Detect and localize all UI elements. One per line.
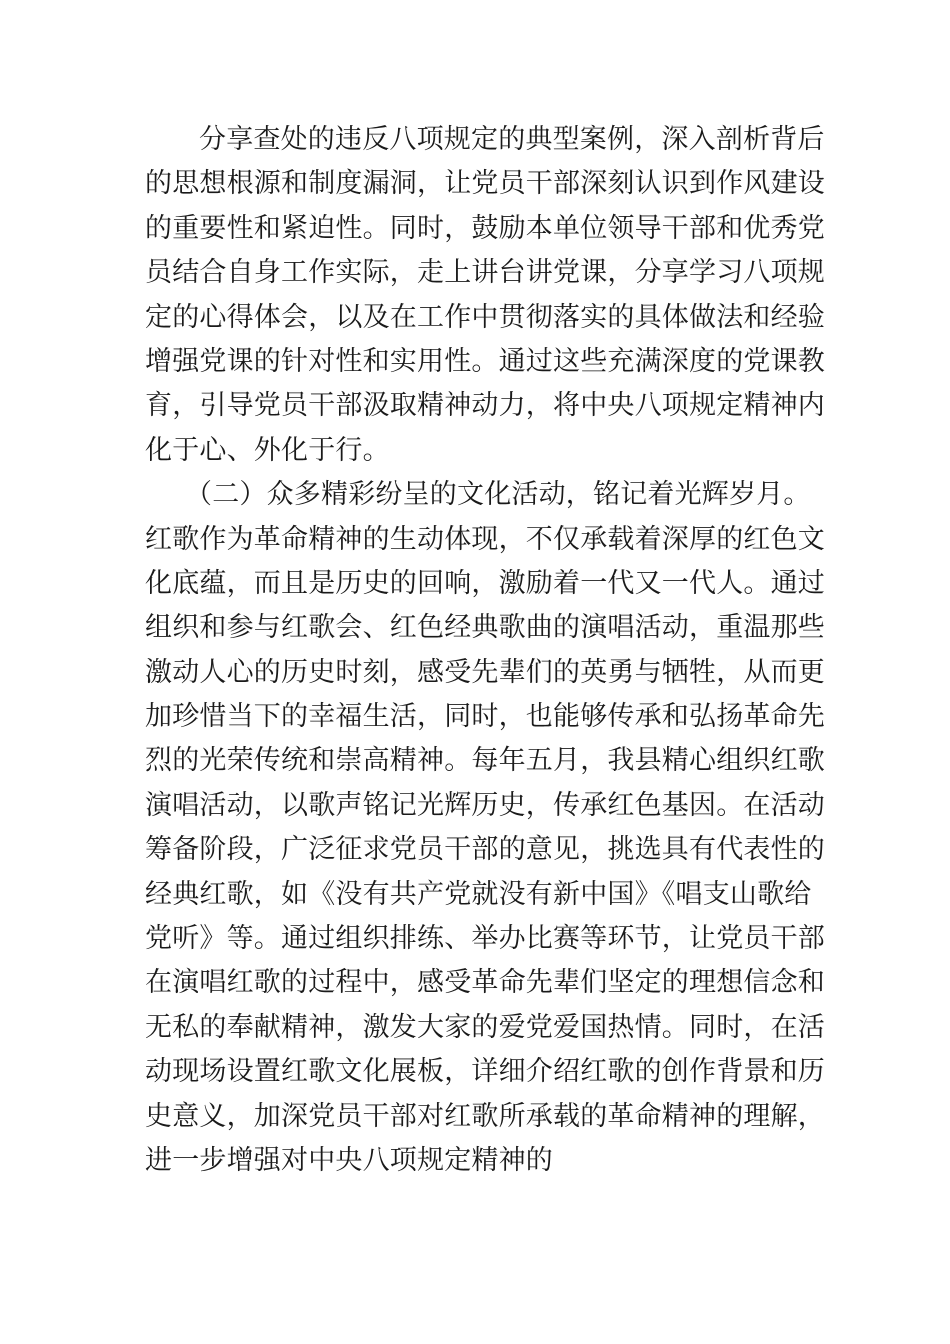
section-heading-line: （二）众多精彩纷呈的文化活动，铭记着光辉岁月。 (185, 479, 811, 511)
text-line: 育，引导党员干部汲取精神动力，将中央八项规定精神内 (145, 390, 825, 422)
text-line: 的思想根源和制度漏洞，让党员干部深刻认识到作风建设 (145, 168, 825, 200)
text-line: 组织和参与红歌会、红色经典歌曲的演唱活动，重温那些 (145, 612, 825, 644)
text-line: 分享查处的违反八项规定的典型案例，深入剖析背后 (199, 124, 825, 155)
text-line: 经典红歌，如《没有共产党就没有新中国》《唱支山歌给 (145, 878, 812, 910)
text-line: 化底蕴，而且是历史的回响，激励着一代又一代人。通过 (145, 567, 825, 599)
text-line: 激动人心的历史时刻，感受先辈们的英勇与牺牲，从而更 (145, 656, 825, 688)
text-line: 进一步增强对中央八项规定精神的 (145, 1144, 553, 1176)
text-line: 定的心得体会，以及在工作中贯彻落实的具体做法和经验 (145, 301, 825, 333)
text-line: 动现场设置红歌文化展板，详细介绍红歌的创作背景和历 (145, 1056, 825, 1088)
text-line: 化于心、外化于行。 (145, 434, 390, 466)
text-line: 无私的奉献精神，激发大家的爱党爱国热情。同时，在活 (145, 1011, 825, 1043)
text-line: 员结合自身工作实际，走上讲台讲党课，分享学习八项规 (145, 257, 825, 289)
text-line: 加珍惜当下的幸福生活，同时，也能够传承和弘扬革命先 (145, 701, 825, 733)
text-line: 烈的光荣传统和崇高精神。每年五月，我县精心组织红歌 (145, 745, 825, 777)
body-text (145, 118, 825, 1183)
text-line: 党听》等。通过组织排练、举办比赛等环节，让党员干部 (145, 923, 825, 955)
text-line: 增强党课的针对性和实用性。通过这些充满深度的党课教 (145, 345, 825, 377)
text-line: 在演唱红歌的过程中，感受革命先辈们坚定的理想信念和 (145, 967, 825, 999)
text-line: 筹备阶段，广泛征求党员干部的意见，挑选具有代表性的 (145, 834, 825, 866)
text-line: 红歌作为革命精神的生动体现，不仅承载着深厚的红色文 (145, 523, 825, 555)
text-line: 史意义，加深党员干部对红歌所承载的革命精神的理解， (145, 1100, 825, 1132)
text-line: 演唱活动，以歌声铭记光辉历史，传承红色基因。在活动 (145, 789, 825, 821)
text-line: 的重要性和紧迫性。同时，鼓励本单位领导干部和优秀党 (145, 212, 825, 244)
